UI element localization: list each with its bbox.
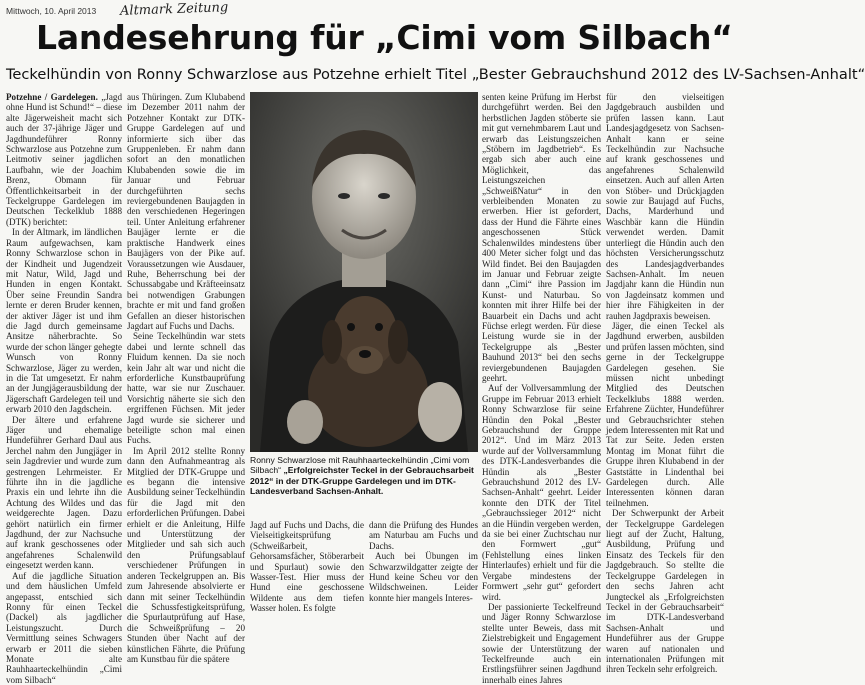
handwritten-source-note: Altmark Zeitung	[119, 0, 229, 19]
article-column-1	[6, 92, 122, 685]
article-column-2	[127, 92, 245, 664]
article-photo	[250, 92, 478, 452]
paragraph: Jagd auf Fuchs und Dachs, die Vielseitigkeitsprüfung (Schweißarbeit, Gehorsamsfächer, Stöberarbeit und Spurlaut) sowie den Wasser-Test. Hier muss der Hund eine geschossene Wildente aus dem tiefen Wasser holen. Es folgte	[250, 520, 364, 614]
article-column-under-photo-left	[250, 520, 364, 614]
paragraph: senten keine Prüfung im Herbst durchgeführt werden. Bei den herbstlichen Jagden stöberte sie mit gut vernehmbarem Laut und erwarb das Leistungszeichen „Stöbern im Jagdbetrieb“. Es ergab sich aber auch eine Möglichkeit, das Leistungszeichen „SchweißNatur“ in den verbleibenden Monaten zu erwerben. Hier ist gefordert, dass der Hund die Fährte eines angeschossenen Stück Schalenwildes mindestens über 400 Meter sicher folgt und das Wild findet. Bei den Baujagden im Januar und Februar zeigte dann „Cimi“ ihre Passion im Kunst- und Naturbau. So konnten mit ihrer Hilfe bei der Bauarbeit ein Dachs und acht Füchse erlegt werden. Für diese Leistung wurde sie in der Teckelgruppe als „Bester Bauhund 2013“ bei den sechs reviergebundenen Baujagden geehrt.	[482, 92, 601, 383]
article-column-3	[482, 92, 601, 685]
paragraph: Der Schwerpunkt der Arbeit der Teckelgruppe Gardelegen liegt auf der Zucht, Haltung, Ausbildung, Prüfung und Einsatz des Teckels für den Jagdgebrauch. So stellte die Teckelgruppe Gardelegen in den sechs Jahren acht Jungteckel als „Erfolgreichsten Teckel in der Gebrauchsarbeit“ im DTK-Landesverband Sachsen-Anhalt und Hundeführer aus der Gruppe waren auf nationalen und internationalen Prüfungen mit ihren Teckeln sehr erfolgreich.	[606, 508, 724, 675]
dateline: Mittwoch, 10. April 2013	[6, 6, 97, 16]
paragraph: „Jagd ohne Hund ist Schund!“ – diese alte Jägerweisheit macht sich auch der 37-jährige Jäger und Jagdhundeführer Ronny Schwarzlose aus Potzehne zum Leitmotiv seiner jagdlichen Laufbahn, wie der Joachim Brenz, Obmann für Öffentlichkeitsarbeit in der Teckelgruppe Gardelegen im Deutschen Teckelklub 1888 (DTK) berichtet:	[6, 92, 122, 227]
location-lead: Potzehne / Gardelegen.	[6, 92, 98, 102]
paragraph: Auf die jagdliche Situation und dem häuslichen Umfeld angepasst, entschied sich Ronny für einen Teckel (Dackel) als jagdlicher Leistungszucht. Durch Vermittlung seines Schwagers erwarb er 2011 die sieben Monate alte Rauhhaarteckelhündin „Cimi vom Silbach“	[6, 570, 122, 685]
subheadline: Teckelhündin von Ronny Schwarzlose aus Potzehne erhielt Titel „Bester Gebrauchshund 2012 des LV-Sachsen-Anhalt“	[6, 66, 865, 83]
paragraph: dann die Prüfung des Hundes am Naturbau am Fuchs und Dachs.	[369, 520, 478, 551]
headline: Landesehrung für „Cimi vom Silbach“	[36, 18, 733, 57]
article-column-under-photo-right	[369, 520, 478, 603]
article-column-4	[606, 92, 724, 675]
photo-caption	[250, 455, 478, 496]
paragraph: aus Thüringen. Zum Klubabend im Dezember 2011 nahm der Potzehner Kontakt zur DTK-Gruppe Gardelegen auf und informierte sich über das Gruppenleben. Er nahm dann sofort an den monatlichen Klubabenden sowie die im Januar und Februar durchgeführten sechs reviergebundenen Baujagden in den verschiedenen Hegeringen teil. Unter Anleitung erfahrener Baujäger lernte er die praktische Handwerk eines Baujägers von der Pike auf. Voraussetzungen wie Ausdauer, Ruhe, Beherrschung bei der Schussabgabe und Kräfteeinsatz bei notwendigen Grabungen brachte er mit und fand großen Gefallen an dieser historischen Jagdart auf Fuchs und Dachs.	[127, 92, 245, 331]
caption-text: Ronny Schwarzlose mit Rauhhaarteckelhündin „Cimi vom Silbach“	[250, 455, 470, 476]
paragraph: für den vielseitigen Jagdgebrauch ausbilden und prüfen lassen kann. Laut Landesjagdgesetz von Sachsen-Anhalt kann er seine Teckelhündin zur Nachsuche auf krank geschossenes und angefahrenes Schalenwild einsetzen. Auch auf allen Arten von Stöber- und Drückjagden sowie zur Baujagd auf Fuchs, Dachs, Marderhund und Waschbär kann die Hündin verwendet werden. Damit unterliegt die Hündin auch den höchsten Versicherungsschutz des Landesjagdverbandes Sachsen-Anhalt. Im neuen Jagdjahr kann die Hündin nun von Jagdeinsatz kommen und hier ihre Fähigkeiten in der rauhen Jagdpraxis beweisen.	[606, 92, 724, 321]
paragraph: In der Altmark, im ländlichen Raum aufgewachsen, kam Ronny Schwarzlose schon in der Kindheit und Jugendzeit mit Natur, Wild, Jagd und Hunden in engen Kontakt. Über seine Freundin Sandra lernte er deren Bruder kennen, der aktiver Jäger ist und ihm die Jagd durch gemeinsame Ansitze näherbrachte. So wurde der schon länger gehegte Wunsch von Ronny Schwarzlose, Jäger zu werden, in die Tat umgesetzt. Er nahm an der Jungjägerausbildung der Jägerschaft Gardelegen teil und erwarb 2010 den Jagdschein.	[6, 227, 122, 415]
paragraph: Der passionierte Teckelfreund und Jäger Ronny Schwarzlose stellte unter Beweis, dass mit Zielstrebigkeit und Engagement sowie der Unterstützung der Teckelfreunde auch ein Erstlingsführer seinen Jagdhund innerhalb eines Jahres	[482, 601, 601, 685]
paragraph: Jäger, die einen Teckel als Jagdhund erwerben, ausbilden und prüfen lassen möchten, sind gerne in der Teckelgruppe Gardelegen gesehen. Sie müssen nicht unbedingt Mitglied des Deutschen Teckelklubs 1888 werden. Erfahrene Züchter, Hundeführer und Gebrauchsrichter stehen jedem Interessenten mit Rat und Tat zur Seite. Jeden ersten Montag im Monat führt die Gruppe ihren Klubabend in der Gaststätte in Lindenthal bei Gardelegen durch. Alle Interessenten können daran teilnehmen.	[606, 320, 724, 508]
paragraph: Seine Teckelhündin war stets dabei und lernte schnell das Fluidum kennen. Da sie noch kein Jahr alt war und nicht die erforderliche Kunstbauprüfung hatte, war sie nur Zuschauer. Vorsichtig näherte sie sich den ergriffenen Füchsen. Mit jeder Jagd wurde sie sicherer und beteiligte schon mal einen Fuchs.	[127, 331, 245, 446]
paragraph: Im April 2012 stellte Ronny dann den Aufnahmeantrag als Mitglied der DTK-Gruppe und es begann die intensive Ausbildung seiner Teckelhündin für die Jagd mit den erforderlichen Prüfungen. Dabei erhielt er die Anleitung, Hilfe und Unterstützung der Mitglieder und sah sich auch den Prüfungsablauf verschiedener Prüfungen in anderen Teckelgruppen an. Bis zum Jahresende absolvierte er dann mit seiner Teckelhündin die Schussfestigkeitsprüfung, die Spurlautprüfung auf Hase, die Schweißprüfung – 20 Stunden über Nacht auf der künstlichen Fährte, die Prüfung am Kunstbau für die spätere	[127, 445, 245, 664]
paragraph: Auf der Vollversammlung der Gruppe im Februar 2013 erhielt Ronny Schwarzlose für seine Hündin den Pokal „Bester Gebrauchshund der Gruppe 2012“. Und im März 2013 wurde auf der Vollversammlung des DTK-Landesverbandes die Hündin als „Bester Gebrauchshund 2012 des LV-Sachsen-Anhalt“ geehrt. Leider konnte den DTK der Titel „Gebrauchssieger 2012“ nicht an die Hündin vergeben werden, da sie bei einer Zuchtschau nur den Formwert „gut“ (Fehlstellung eines linken Hinterlaufes) erhielt und für die Vergabe mindestens der Formwert „sehr gut“ gefordert wird.	[482, 383, 601, 602]
paragraph: Der ältere und erfahrene Jäger und ehemalige Hundeführer Gerhard Daul aus Jerchel nahm den Jungjäger in sein Jagdrevier und wurde zum gestrengen Lehrmeister. Er führte ihn in die jagdliche Praxis ein und lehrte ihn die Achtung des Wildes und das weidgerechte Jagen. Dazu gehört natürlich ein firmer Jagdhund, der zur Nachsuche auf krank geschossenes oder angefahrenes Schalenwild eingesetzt werden kann.	[6, 414, 122, 571]
caption-bold-text: „Erfolgreichster Teckel in der Gebrauchsarbeit 2012“ in der DTK-Gruppe Gardelegen und im DTK-Landesverband Sachsen-Anhalt.	[250, 465, 474, 496]
paragraph: Auch bei Übungen im Schwarzwildgatter zeigte der Hund keine Scheu vor den Wildschweinen. Leider konnte hier mangels Interes-	[369, 551, 478, 603]
